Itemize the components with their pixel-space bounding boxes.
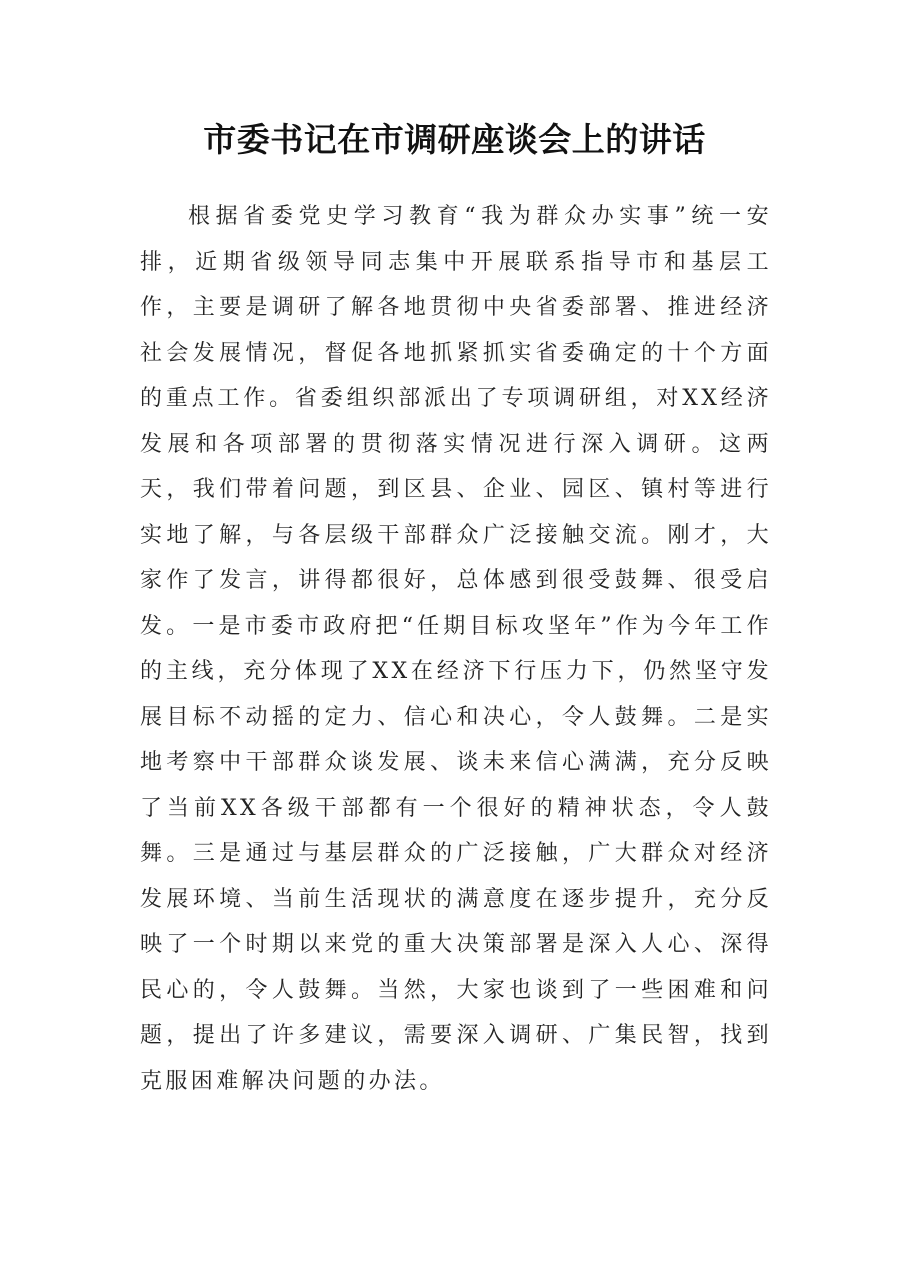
document-title: 市委书记在市调研座谈会上的讲话: [203, 120, 706, 159]
document-paragraph: 根据省委党史学习教育“我为群众办实事”统一安排，近期省级领导同志集中开展联系指导市和基层工作，主要是调研了解各地贯彻中央省委部署、推进经济社会发展情况，督促各地抓紧抓实省委确定的十个方面的重点工作。省委组织部派出了专项调研组，对XX经济发展和各项部署的贯彻落实情况进行深入调研。这两天，我们带着问题，到区县、企业、园区、镇村等进行实地了解，与各层级干部群众广泛接触交流。刚才，大家作了发言，讲得都很好，总体感到很受鼓舞、很受启发。一是市委市政府把“任期目标攻坚年”作为今年工作的主线，充分体现了XX在经济下行压力下，仍然坚守发展目标不动摇的定力、信心和决心，令人鼓舞。二是实地考察中干部群众谈发展、谈未来信心满满，充分反映了当前XX各级干部都有一个很好的精神状态，令人鼓舞。三是通过与基层群众的广泛接触，广大群众对经济发展环境、当前生活现状的满意度在逐步提升，充分反映了一个时期以来党的重大决策部署是深入人心、深得民心的，令人鼓舞。当然，大家也谈到了一些困难和问题，提出了许多建议，需要深入调研、广集民智，找到克服困难解决问题的办法。: [140, 204, 772, 1094]
